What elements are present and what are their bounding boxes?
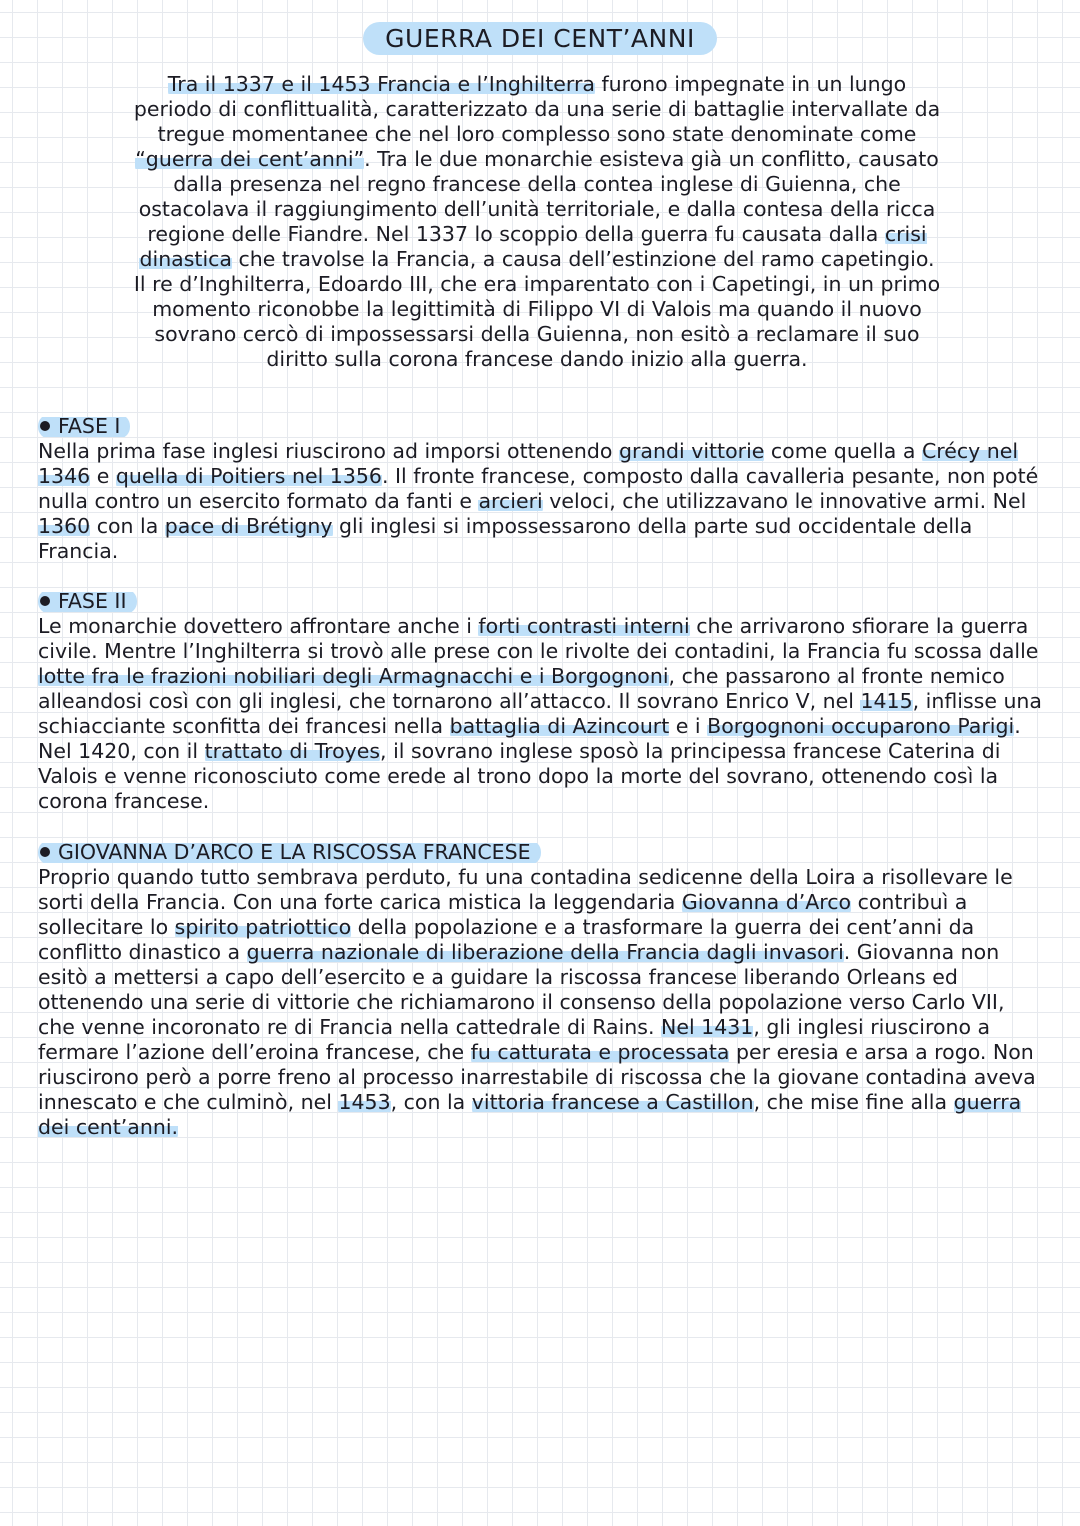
highlighted-text: “guerra dei cent’anni” [135,147,365,171]
highlighted-text: Giovanna d’Arco [681,890,852,914]
section-text: con la [90,514,165,538]
section-fase-2 [38,589,1044,814]
section-text: , il sovrano inglese sposò la principessa francese Caterina di Valois e venne riconosciuto come erede al trono dopo la morte del sovrano, ottenendo così la corona francese. [38,739,1001,813]
section-text: . Giovanna non esitò a mettersi a capo dell’esercito e a guidare la riscossa francese liberando Orleans ed ottenendo una serie di vittorie che richiamarono il consenso della popolazione verso Carlo VII, che venne incoronato re di Francia nella cattedrale di Rains. [38,940,1005,1039]
section-body [38,614,1044,814]
highlighted-text: quella di Poitiers nel 1356 [115,464,382,488]
bullet-dot [40,596,50,606]
section-heading-text: GIOVANNA D’ARCO E LA RISCOSSA FRANCESE [58,840,531,864]
highlighted-text: Borgognoni occuparono Parigi [707,714,1015,738]
highlighted-text: grandi vittorie [618,439,765,463]
highlighted-text: Tra il 1337 e il 1453 Francia e l’Inghilterra [167,72,595,96]
section-heading [38,414,130,439]
section-text: . Il fronte francese, composto dalla cavalleria pesante, non poté nulla contro un esercito formato da fanti e [38,464,1039,513]
intro-paragraph [132,72,942,372]
highlighted-text: 1415 [860,689,913,713]
section-text: , che passarono al fronte nemico alleandosi così con gli inglesi, che tornarono all’attacco. Il sovrano Enrico V, nel [38,664,1005,713]
highlighted-text: Nel 1431 [661,1015,754,1039]
section-text: , inflisse una schiacciante sconfitta dei francesi nella [38,689,1042,738]
section-text: e [90,464,116,488]
highlighted-text: Crécy nel 1346 [38,439,1019,488]
section-text: , che mise fine alla [753,1090,954,1114]
section-text: che arrivarono sfiorare la guerra civile. Mentre l’Inghilterra si trovò alle prese con le rivolte dei contadini, la Francia fu scossa dalle [38,614,1039,663]
page-title: GUERRA DEI CENT’ANNI [363,22,717,55]
section-text: Le monarchie dovettero affrontare anche i [38,614,479,638]
section-text: della popolazione e a trasformare la guerra dei cent’anni da conflitto dinastico a [38,915,975,964]
highlighted-text: trattato di Troyes [204,739,381,763]
section-heading-text: FASE II [58,589,127,613]
intro-text: che travolse la Francia, a causa dell’estinzione del ramo capetingio. Il re d’Inghilterra, Edoardo III, che era imparentato con i Capetingi, in un primo momento riconobbe la legittimità di Filippo VI di Valois ma quando il nuovo sovrano cercò di impossessarsi della Guienna, non esitò a reclamare il suo diritto sulla corona francese dando inizio alla guerra. [133,247,941,371]
section-giovanna [38,840,1044,1140]
highlighted-text: fu catturata e processata [470,1040,730,1064]
bullet-dot [40,421,50,431]
highlighted-text: 1360 [38,514,91,538]
section-heading [38,840,541,865]
highlighted-text: arcieri [478,489,543,513]
section-heading-text: FASE I [58,414,121,438]
section-text: e i [669,714,708,738]
highlighted-text: guerra nazionale di liberazione della Francia dagli invasori [246,940,844,964]
highlighted-text: pace di Brétigny [164,514,333,538]
intro-text: . Tra le due monarchie esisteva già un conflitto, causato dalla presenza nel regno francese della contea inglese di Guienna, che ostacolava il raggiungimento dell’unità territoriale, e dalla contesa della ricca regione delle Fiandre. Nel 1337 lo scoppio della guerra fu causata dalla [138,147,939,246]
section-text: Proprio quando tutto sembrava perduto, fu una contadina sedicenne della Loira a risollevare le sorti della Francia. Con una forte carica mistica la leggendaria [38,865,1013,914]
section-text: per eresia e arsa a rogo. Non riuscirono però a porre freno al processo inarrestabile di riscossa che la giovane contadina aveva innescato e che culminò, nel [38,1040,1036,1114]
intro-text: furono impegnate in un lungo periodo di conflittualità, caratterizzato da una serie di battaglie intervallate da tregue momentanee che nel loro complesso sono state denominate come [133,72,941,146]
section-fase-1 [38,414,1044,564]
highlighted-text: forti contrasti interni [478,614,690,638]
bullet-dot [40,847,50,857]
section-text: contribuì a sollecitare lo [38,890,968,939]
section-text: . Nel 1420, con il [38,714,1021,763]
highlighted-text: vittoria francese a Castillon [471,1090,754,1114]
highlighted-text: battaglia di Azincourt [449,714,670,738]
section-text: , gli inglesi riuscirono a fermare l’azione dell’eroina francese, che [38,1015,991,1064]
section-text: veloci, che utilizzavano le innovative armi. Nel [542,489,1027,513]
section-text: Nella prima fase inglesi riuscirono ad imporsi ottenendo [38,439,619,463]
highlighted-text: 1453 [338,1090,391,1114]
title-wrapper [0,22,1080,55]
highlighted-text: spirito patriottico [174,915,352,939]
section-text: , con la [390,1090,472,1114]
section-body [38,865,1044,1140]
section-text: gli inglesi si impossessarono della parte sud occidentale della Francia. [38,514,973,563]
highlighted-text: guerra dei cent’anni. [38,1090,1022,1139]
section-body [38,439,1044,564]
highlighted-text: crisi dinastica [139,222,927,271]
section-heading [38,589,137,614]
section-text: come quella a [764,439,922,463]
highlighted-text: lotte fra le frazioni nobiliari degli Armagnacchi e i Borgognoni [38,664,669,688]
